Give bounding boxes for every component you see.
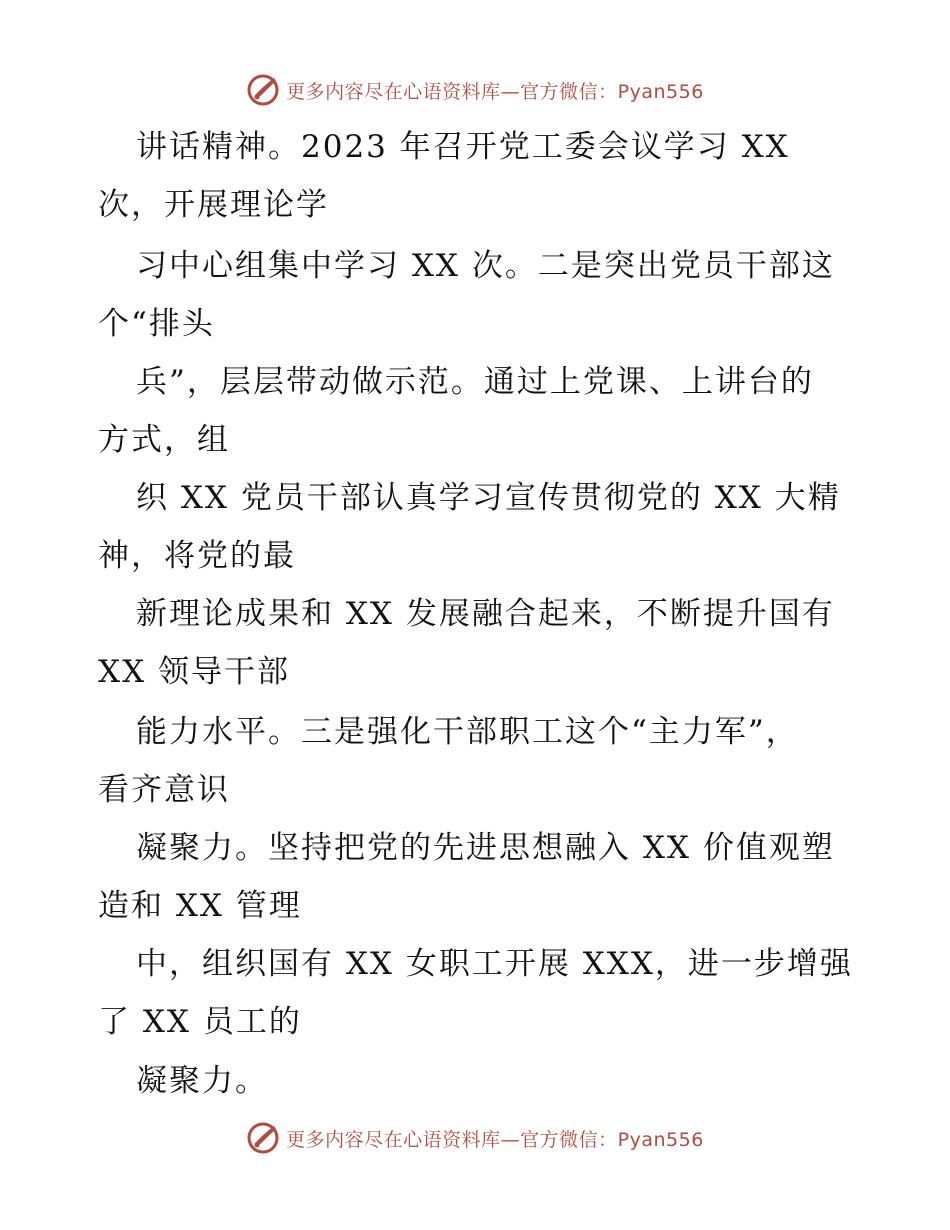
paragraph-line: 中，组织国有 XX 女职工开展 XXX，进一步增强 (136, 946, 853, 982)
paragraph-line: 次，开展理论学 (98, 187, 329, 223)
paragraph-line: 能力水平。三是强化干部职工这个“主力军”， (136, 714, 799, 750)
paragraph-line: 讲话精神。2023 年召开党工委会议学习 XX (136, 129, 790, 165)
paragraph-line: 方式，组 (98, 422, 230, 458)
paragraph-line: 神，将党的最 (98, 538, 296, 574)
header-banner (0, 70, 950, 110)
paragraph-line: 织 XX 党员干部认真学习宣传贯彻党的 XX 大精 (136, 480, 841, 516)
paragraph-line: 了 XX 员工的 (98, 1004, 302, 1040)
paragraph-line: 兵”，层层带动做示范。通过上党课、上讲台的 (136, 364, 814, 400)
paragraph-line: 新理论成果和 XX 发展融合起来，不断提升国有 (136, 596, 835, 632)
paragraph-line: 凝聚力。 (136, 1063, 268, 1099)
header-banner-text: 更多内容尽在心语资料库—官方微信：Pyan556 (286, 80, 704, 103)
brush-pen-logo-icon (246, 73, 280, 107)
paragraph-line: 造和 XX 管理 (98, 888, 302, 924)
footer-banner (0, 1118, 950, 1158)
paragraph-line: 个“排头 (98, 306, 215, 342)
paragraph-line: 凝聚力。坚持把党的先进思想融入 XX 价值观塑 (136, 830, 835, 866)
paragraph-line: 习中心组集中学习 XX 次。二是突出党员干部这 (136, 248, 835, 284)
paragraph-line: XX 领导干部 (98, 654, 290, 690)
brush-pen-logo-icon (246, 1121, 280, 1155)
footer-banner-text: 更多内容尽在心语资料库—官方微信：Pyan556 (286, 1128, 704, 1151)
paragraph-line: 看齐意识 (98, 772, 230, 808)
